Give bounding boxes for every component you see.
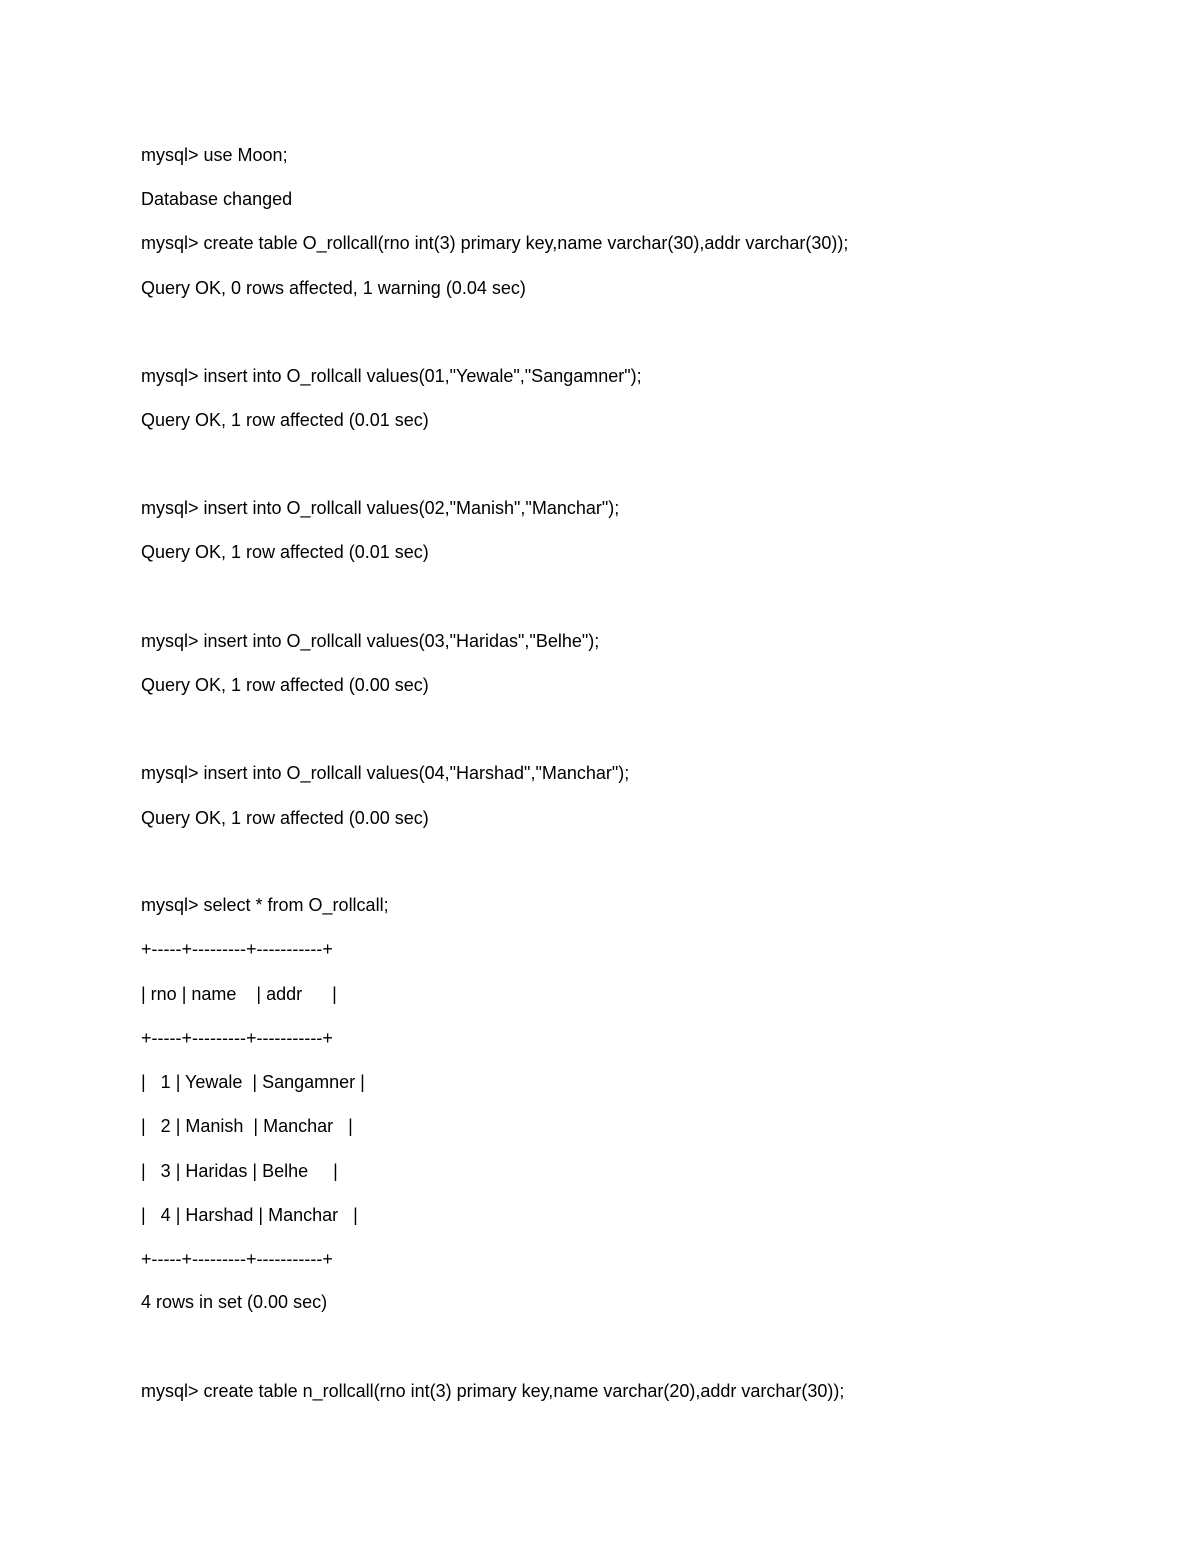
- table-row: | 4 | Harshad | Manchar |: [141, 1205, 358, 1225]
- output-insert-3: Query OK, 1 row affected (0.00 sec): [141, 675, 429, 695]
- table-row: | 1 | Yewale | Sangamner |: [141, 1072, 365, 1092]
- output-insert-2: Query OK, 1 row affected (0.01 sec): [141, 542, 429, 562]
- output-insert-4: Query OK, 1 row affected (0.00 sec): [141, 808, 429, 828]
- command-create-o-rollcall: mysql> create table O_rollcall(rno int(3) primary key,name varchar(30),addr varchar(30));: [141, 233, 849, 253]
- table-row: | 2 | Manish | Manchar |: [141, 1116, 353, 1136]
- command-insert-3: mysql> insert into O_rollcall values(03,"Haridas","Belhe");: [141, 631, 600, 651]
- table-row: | 3 | Haridas | Belhe |: [141, 1161, 338, 1181]
- command-select: mysql> select * from O_rollcall;: [141, 895, 389, 915]
- table-border-bottom: +-----+---------+-----------+: [141, 1249, 333, 1269]
- table-border-mid: +-----+---------+-----------+: [141, 1028, 333, 1048]
- output-db-changed: Database changed: [141, 189, 293, 209]
- command-insert-2: mysql> insert into O_rollcall values(02,"Manish","Manchar");: [141, 498, 620, 518]
- command-use-db: mysql> use Moon;: [141, 145, 288, 165]
- command-create-n-rollcall: mysql> create table n_rollcall(rno int(3) primary key,name varchar(20),addr varchar(30));: [141, 1381, 845, 1401]
- command-insert-4: mysql> insert into O_rollcall values(04,"Harshad","Manchar");: [141, 763, 630, 783]
- table-header-row: | rno | name | addr |: [141, 984, 337, 1004]
- command-insert-1: mysql> insert into O_rollcall values(01,"Yewale","Sangamner");: [141, 366, 642, 386]
- output-rows-in-set: 4 rows in set (0.00 sec): [141, 1292, 328, 1312]
- table-border-top: +-----+---------+-----------+: [141, 939, 333, 959]
- output-create-result: Query OK, 0 rows affected, 1 warning (0.04 sec): [141, 278, 526, 298]
- output-insert-1: Query OK, 1 row affected (0.01 sec): [141, 410, 429, 430]
